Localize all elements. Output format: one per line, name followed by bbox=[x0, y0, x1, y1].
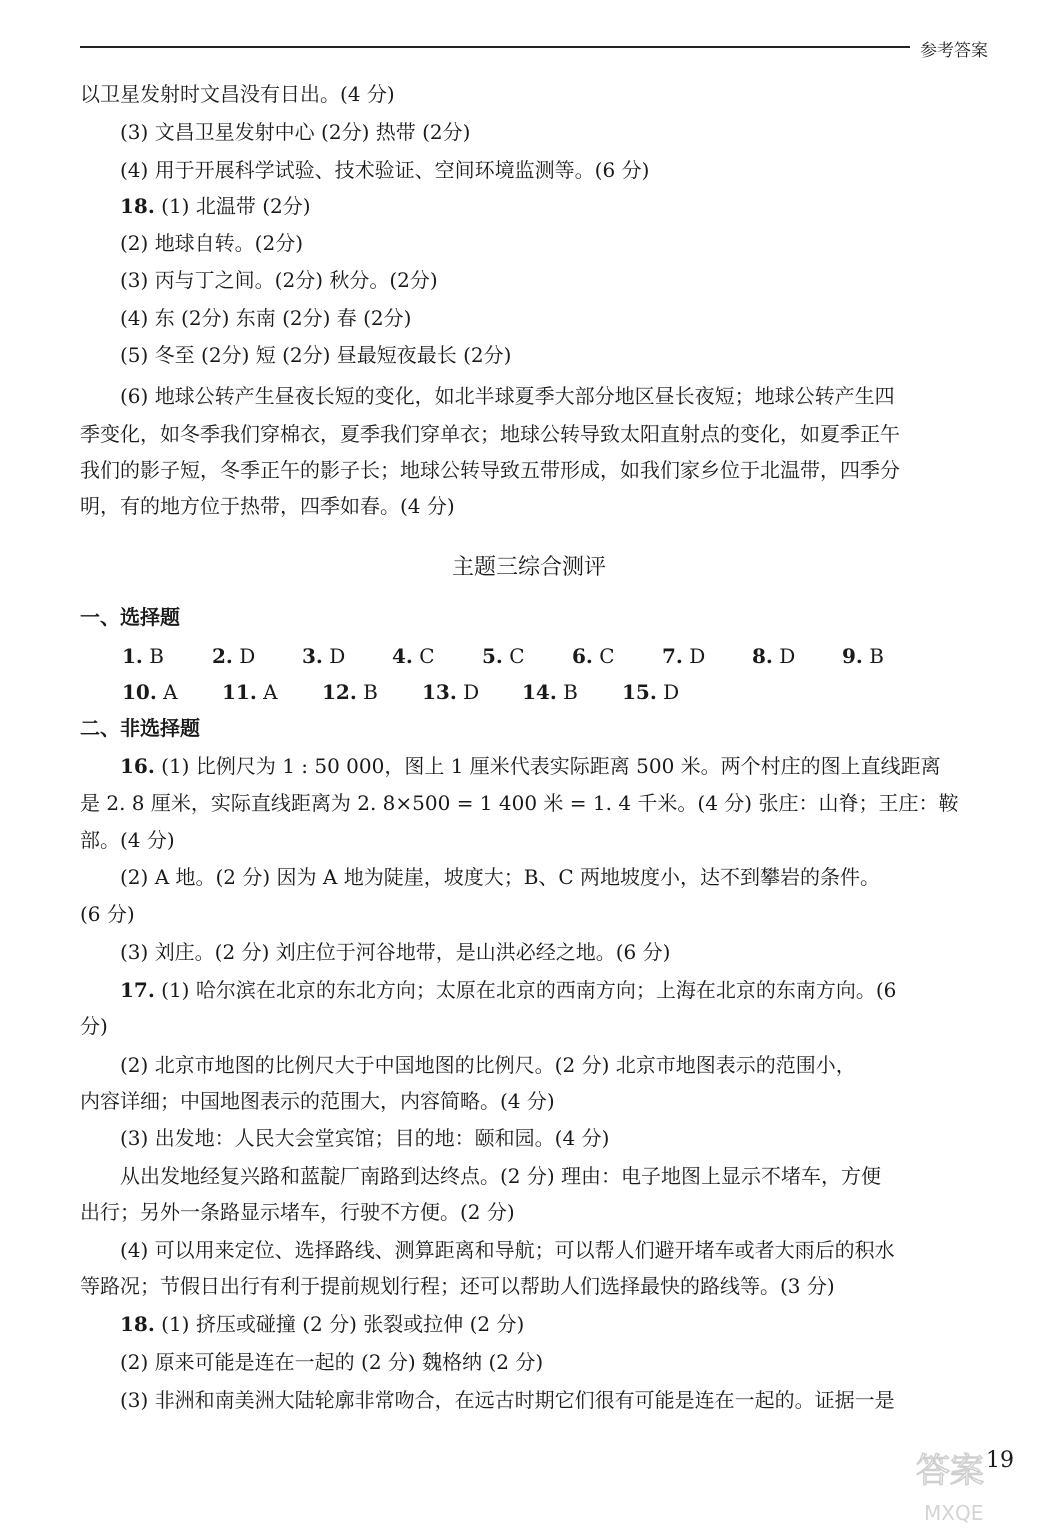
text-line: 部。(4 分) bbox=[80, 828, 175, 852]
text-line: (3) 刘庄。(2 分) 刘庄位于河谷地带，是山洪必经之地。(6 分) bbox=[120, 940, 671, 964]
mc-number: 15. bbox=[622, 680, 657, 704]
mc-answer bbox=[842, 644, 884, 668]
question-number: 18. bbox=[120, 1312, 155, 1336]
mc-number: 2. bbox=[212, 644, 233, 668]
mc-letter: D bbox=[689, 644, 706, 668]
header-rule bbox=[80, 46, 910, 48]
mc-number: 4. bbox=[392, 644, 413, 668]
svg-text:答案: 答案 bbox=[916, 1451, 984, 1491]
text-line: (4) 用于开展科学试验、技术验证、空间环境监测等。(6 分) bbox=[120, 158, 650, 182]
question-16-line bbox=[120, 756, 941, 776]
text-line: 以卫星发射时文昌没有日出。(4 分) bbox=[80, 82, 395, 106]
text-line: 季变化，如冬季我们穿棉衣，夏季我们穿单衣；地球公转导致太阳直射点的变化，如夏季正午 bbox=[80, 422, 900, 446]
text-line: 分) bbox=[80, 1014, 108, 1038]
mc-number: 7. bbox=[662, 644, 683, 668]
text-line: 出行；另外一条路显示堵车，行驶不方便。(2 分) bbox=[80, 1200, 515, 1224]
mc-number: 10. bbox=[122, 680, 157, 704]
answer-text: (1) 北温带 (2分) bbox=[161, 194, 311, 218]
answer-text: (1) 挤压或碰撞 (2 分) 张裂或拉伸 (2 分) bbox=[161, 1312, 525, 1336]
text-line: (6) 地球公转产生昼夜长短的变化，如北半球夏季大部分地区昼长夜短；地球公转产生四 bbox=[120, 384, 895, 408]
mc-number: 12. bbox=[322, 680, 357, 704]
mc-letter: D bbox=[663, 680, 680, 704]
text-line: (3) 出发地：人民大会堂宾馆；目的地：颐和园。(4 分) bbox=[120, 1126, 610, 1150]
answer-text: (1) 比例尺为 1 : 50 000，图上 1 厘米代表实际距离 500 米。两个村庄的图上直线距离 bbox=[161, 754, 941, 778]
mc-answer bbox=[422, 680, 479, 704]
mc-letter: C bbox=[509, 644, 525, 668]
mc-answer bbox=[222, 680, 278, 704]
mc-letter: D bbox=[463, 680, 480, 704]
text-line: 是 2. 8 厘米，实际直线距离为 2. 8×500 = 1 400 米 = 1. 4 千米。(4 分) 张庄：山脊；王庄：鞍 bbox=[80, 791, 959, 815]
mc-number: 11. bbox=[222, 680, 257, 704]
page-number: 19 bbox=[986, 1448, 1014, 1473]
mc-number: 13. bbox=[422, 680, 457, 704]
mc-answer bbox=[482, 644, 525, 668]
mc-answer bbox=[752, 644, 795, 668]
text-line: (2) 原来可能是连在一起的 (2 分) 魏格纳 (2 分) bbox=[120, 1350, 544, 1374]
mc-number: 3. bbox=[302, 644, 323, 668]
text-line: (4) 东 (2分) 东南 (2分) 春 (2分) bbox=[120, 306, 412, 330]
text-line: (3) 文昌卫星发射中心 (2分) 热带 (2分) bbox=[120, 120, 471, 144]
question-18-line bbox=[120, 196, 311, 216]
svg-text:MXQE: MXQE bbox=[924, 1501, 984, 1525]
mc-answer bbox=[522, 680, 578, 704]
mc-letter: B bbox=[149, 644, 164, 668]
mc-number: 8. bbox=[752, 644, 773, 668]
text-line: 我们的影子短，冬季正午的影子长；地球公转导致五带形成，如我们家乡位于北温带，四季分 bbox=[80, 458, 900, 482]
mc-answer bbox=[392, 644, 435, 668]
text-line: 明，有的地方位于热带，四季如春。(4 分) bbox=[80, 494, 455, 518]
text-line: (6 分) bbox=[80, 902, 135, 926]
text-line: 等路况；节假日出行有利于提前规划行程；还可以帮助人们选择最快的路线等。(3 分) bbox=[80, 1274, 835, 1298]
mc-answer bbox=[302, 644, 345, 668]
mc-letter: B bbox=[363, 680, 378, 704]
mc-answer bbox=[322, 680, 378, 704]
mc-letter: A bbox=[163, 680, 178, 704]
question-number: 17. bbox=[120, 978, 155, 1002]
mc-number: 5. bbox=[482, 644, 503, 668]
header-label: 参考答案 bbox=[920, 41, 988, 61]
text-line: 内容详细；中国地图表示的范围大，内容简略。(4 分) bbox=[80, 1089, 555, 1113]
question-17-line bbox=[120, 980, 896, 1000]
nonmc-heading: 二、非选择题 bbox=[80, 716, 200, 740]
text-line: (2) 北京市地图的比例尺大于中国地图的比例尺。(2 分) 北京市地图表示的范围小， bbox=[120, 1053, 856, 1077]
mc-letter: D bbox=[779, 644, 796, 668]
text-line: 从出发地经复兴路和蓝靛厂南路到达终点。(2 分) 理由：电子地图上显示不堵车，方便 bbox=[120, 1164, 882, 1188]
text-line: (5) 冬至 (2分) 短 (2分) 昼最短夜最长 (2分) bbox=[120, 343, 512, 367]
text-line: (2) A 地。(2 分) 因为 A 地为陡崖，坡度大；B、C 两地坡度小，达不到攀岩的条件。 bbox=[120, 865, 881, 889]
text-line: (3) 非洲和南美洲大陆轮廓非常吻合，在远古时期它们很有可能是连在一起的。证据一是 bbox=[120, 1388, 895, 1412]
mc-answer bbox=[212, 644, 255, 668]
mc-answer bbox=[622, 680, 679, 704]
question-18-line bbox=[120, 1314, 524, 1334]
question-number: 18. bbox=[120, 194, 155, 218]
mc-letter: B bbox=[869, 644, 884, 668]
mc-heading: 一、选择题 bbox=[80, 605, 180, 629]
mc-letter: A bbox=[263, 680, 278, 704]
question-number: 16. bbox=[120, 754, 155, 778]
text-line: (2) 地球自转。(2分) bbox=[120, 231, 304, 255]
mc-number: 9. bbox=[842, 644, 863, 668]
mc-number: 1. bbox=[122, 644, 143, 668]
answer-text: (1) 哈尔滨在北京的东北方向；太原在北京的西南方向；上海在北京的东南方向。(6 bbox=[161, 978, 897, 1002]
mc-number: 14. bbox=[522, 680, 557, 704]
mc-letter: D bbox=[239, 644, 256, 668]
mc-letter: B bbox=[563, 680, 578, 704]
mc-answer bbox=[122, 644, 164, 668]
section-title: 主题三综合测评 bbox=[451, 555, 606, 580]
mc-letter: D bbox=[329, 644, 346, 668]
text-line: (4) 可以用来定位、选择路线、测算距离和导航；可以帮人们避开堵车或者大雨后的积水 bbox=[120, 1238, 895, 1262]
mc-letter: C bbox=[599, 644, 615, 668]
text-line: (3) 丙与丁之间。(2分) 秋分。(2分) bbox=[120, 268, 438, 292]
mc-answer bbox=[662, 644, 705, 668]
mc-letter: C bbox=[419, 644, 435, 668]
mc-answer bbox=[572, 644, 615, 668]
mc-number: 6. bbox=[572, 644, 593, 668]
mc-answer bbox=[122, 680, 178, 704]
